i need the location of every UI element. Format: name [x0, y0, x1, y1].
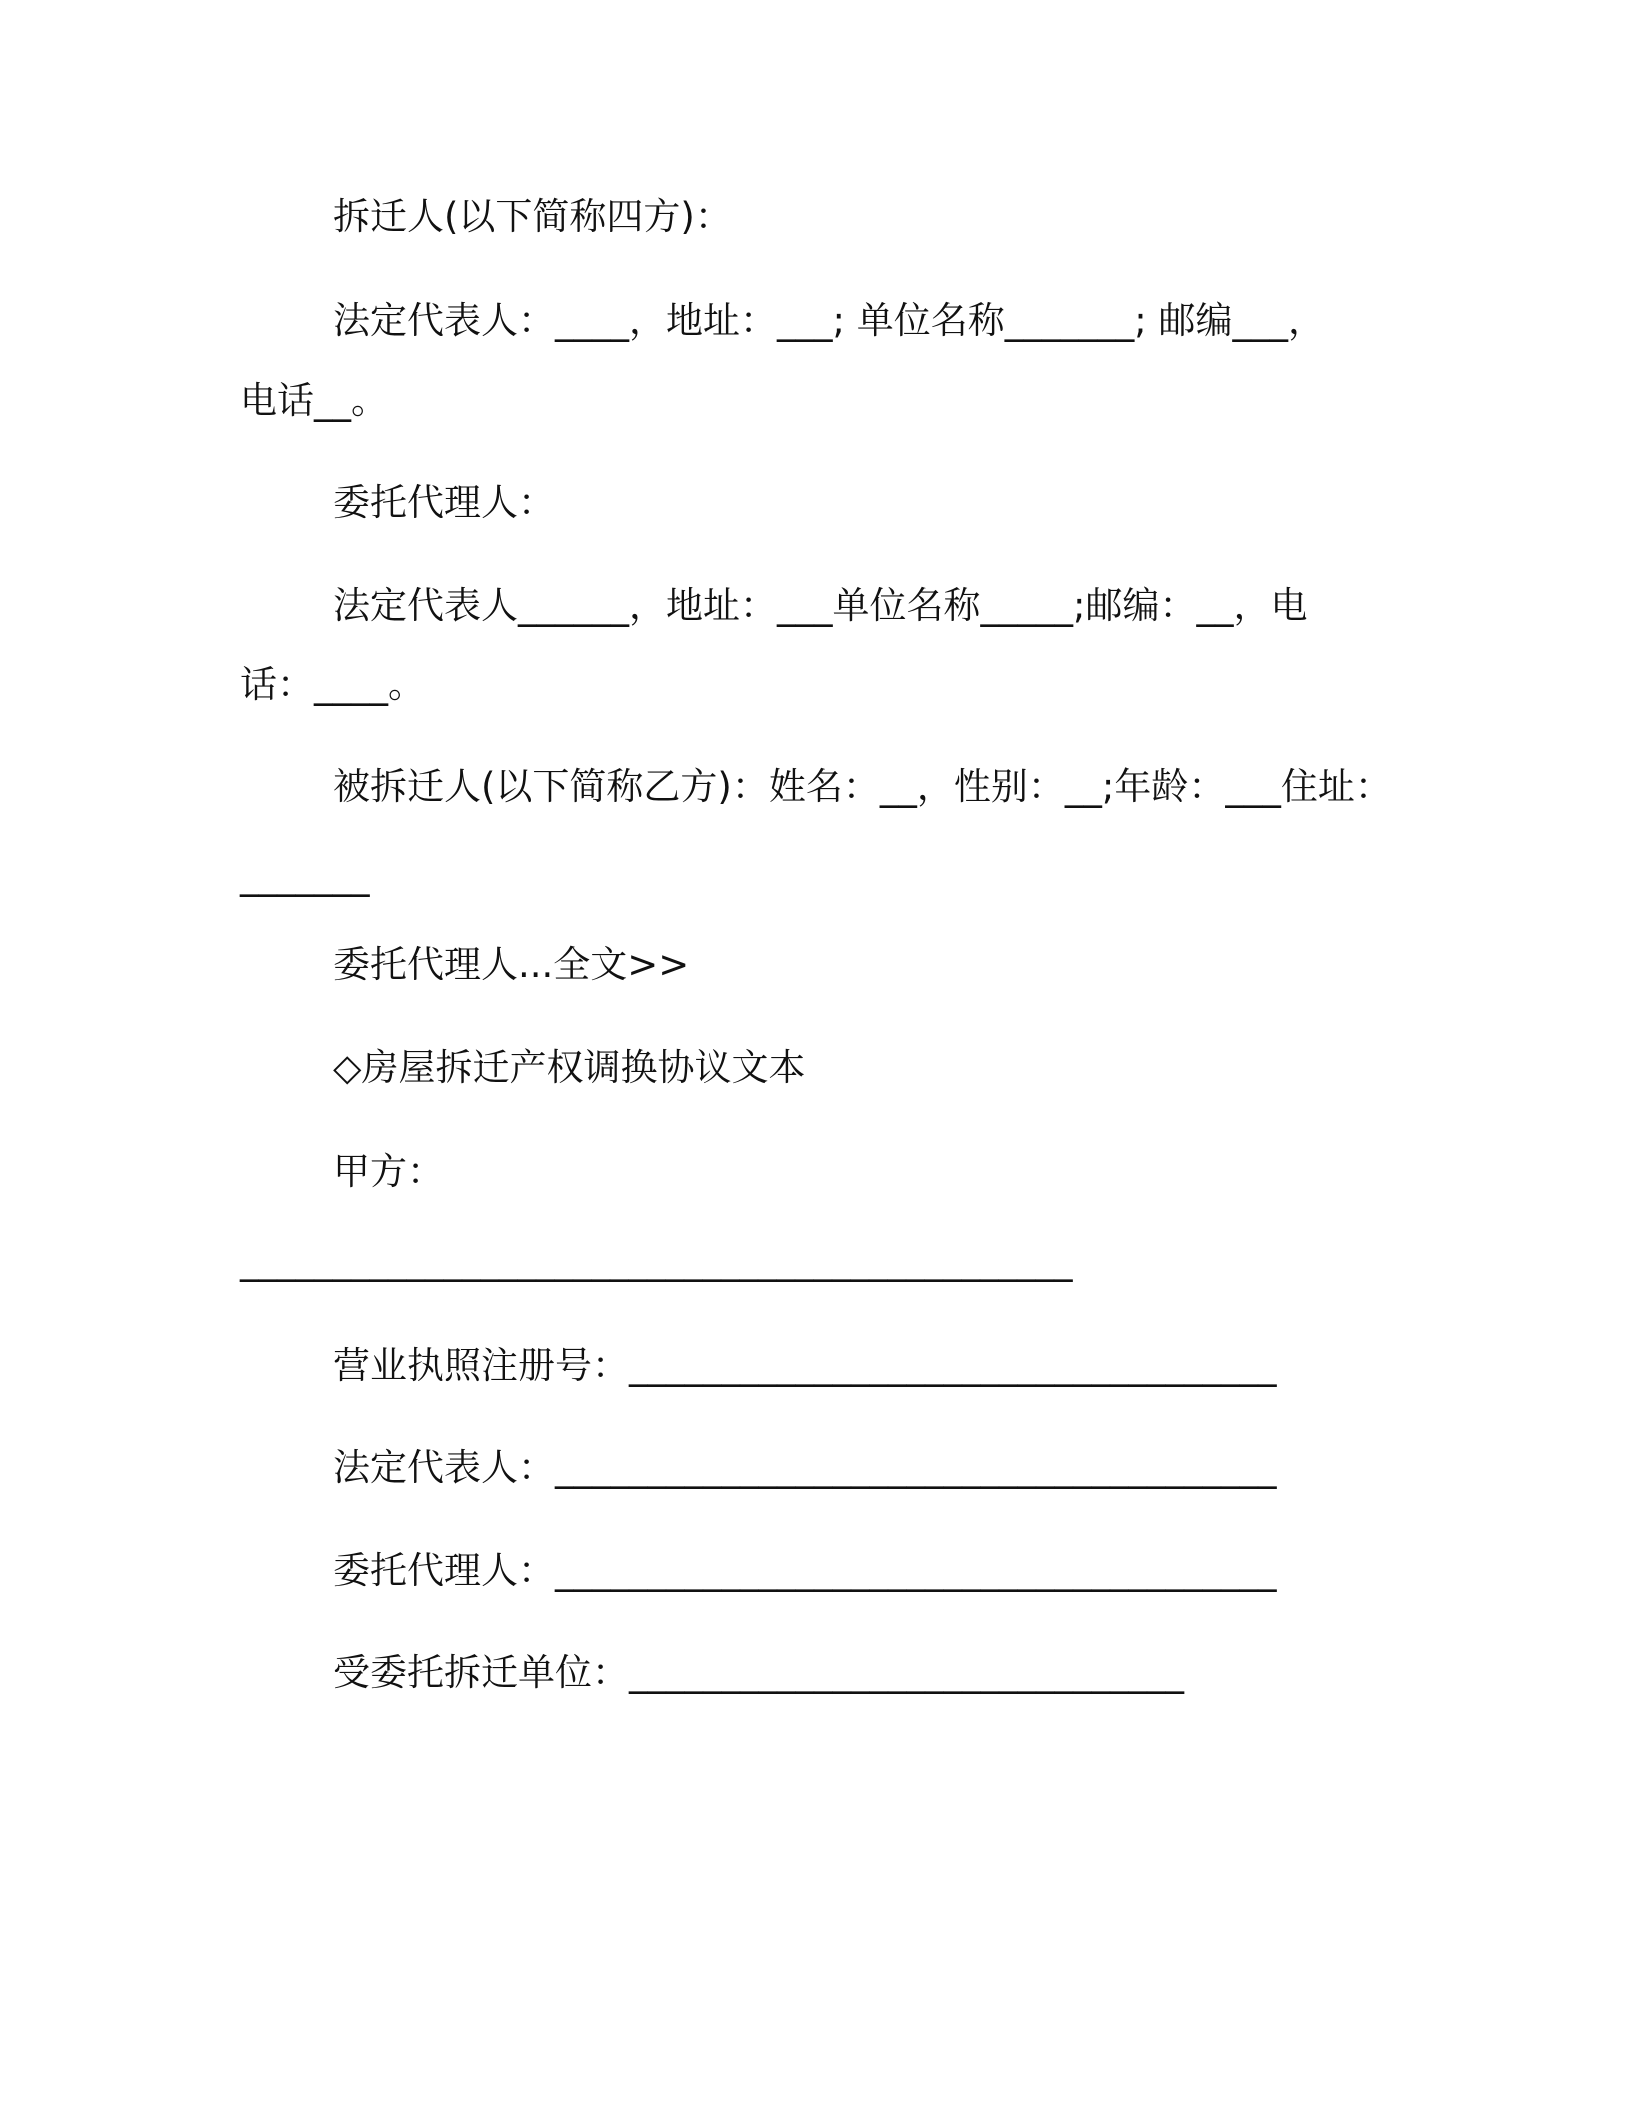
relocated-party-line: 被拆迁人(以下简称乙方)：姓名：__，性别：__;年龄：___住址：	[333, 765, 1392, 808]
legal-rep-address-line: 法定代表人：____，地址：___; 单位名称_______; 邮编___，	[333, 299, 1325, 342]
license-number-line: 营业执照注册号：___________________________________	[333, 1344, 1277, 1387]
entrusted-agent-full-text-link[interactable]: 委托代理人...全文>>	[333, 943, 690, 986]
entrusted-demolition-unit-line: 受委托拆迁单位：______________________________	[333, 1651, 1184, 1694]
party-a-blank-line: _____________________________________________	[240, 1239, 1073, 1282]
phone-line: 电话__。	[240, 379, 388, 422]
demolisher-party-line: 拆迁人(以下简称四方)：	[333, 195, 732, 238]
party-a-label: 甲方：	[333, 1150, 444, 1193]
section-title: ◇房屋拆迁产权调换协议文本	[333, 1046, 806, 1089]
entrusted-agent-line: 委托代理人：	[333, 481, 555, 524]
address-blank-line: _______	[240, 854, 370, 897]
entrusted-agent-line-2: 委托代理人：_______________________________________	[333, 1549, 1277, 1592]
phone-line-2: 话：____。	[240, 663, 425, 706]
legal-rep-line-3: 法定代表人：_______________________________________	[333, 1446, 1277, 1489]
legal-rep-address-line-2: 法定代表人______，地址：___单位名称_____;邮编：__，电	[333, 584, 1308, 627]
